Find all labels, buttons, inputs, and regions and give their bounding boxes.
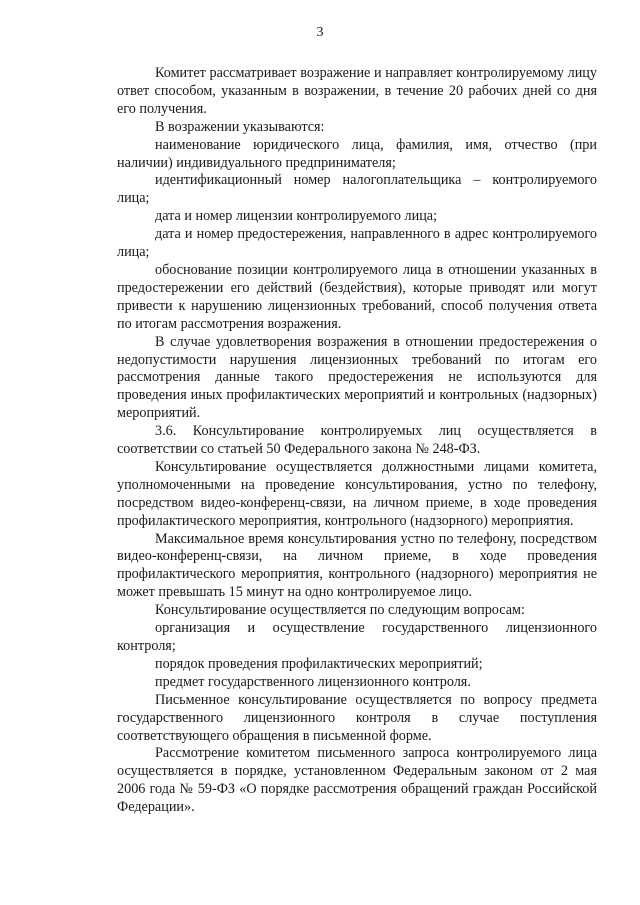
list-item-topic-organization: организация и осуществление государственного лицензионного контроля; bbox=[117, 620, 597, 654]
paragraph-objection-review: Комитет рассматривает возражение и направляет контролируемому лицу ответ способом, указанным в возражении, в течение 20 рабочих дней со дня его получения. bbox=[117, 65, 597, 117]
paragraph-consulting-by-officials: Консультирование осуществляется должностными лицами комитета, уполномоченными на проведение консультирования, устно по телефону, посредством видео-конференц-связи, на личном приеме, в ходе проведения профилактического мероприятия, контрольного (надзорного) мероприятия. bbox=[117, 458, 597, 529]
paragraph-written-request-review: Рассмотрение комитетом письменного запроса контролируемого лица осуществляется в порядке, установленном Федеральным законом от 2 мая 2006 года № 59-ФЗ «О порядке рассмотрения обращений граждан Российской Федерации». bbox=[117, 745, 597, 816]
paragraph-consulting-topics-intro: Консультирование осуществляется по следующим вопросам: bbox=[155, 602, 525, 619]
list-item-warning: дата и номер предостережения, направленного в адрес контролируемого лица; bbox=[117, 226, 597, 261]
list-item-license: дата и номер лицензии контролируемого лица; bbox=[155, 208, 438, 225]
page-number: 3 bbox=[316, 25, 324, 40]
list-item-name: наименование юридического лица, фамилия, имя, отчество (при наличии) индивидуального предпринимателя; bbox=[117, 136, 597, 171]
list-item-justification: обоснование позиции контролируемого лица в отношении указанных в предостережении его действий (бездействия), которые приводят или могут привести к нарушению лицензионных требований, способ получения ответа по итогам рассмотрения возражения. bbox=[117, 261, 597, 332]
document-body bbox=[117, 65, 597, 817]
paragraph-written-consulting: Письменное консультирование осуществляется по вопросу предмета государственного лицензионного контроля в случае поступления соответствующего обращения в письменной форме. bbox=[117, 691, 597, 744]
paragraph-consulting-max-time: Максимальное время консультирования устно по телефону, посредством видео-конференц-связи, на личном приеме, в ходе проведения профилактического мероприятия, контрольного (надзорного) мероприятия не может превышать 15 минут на одно контролируемое лицо. bbox=[117, 530, 597, 601]
section-3-6-heading: 3.6. Консультирование контролируемых лиц осуществляется в соответствии со статьей 50 Федерального закона № 248-ФЗ. bbox=[117, 423, 597, 458]
list-item-inn: идентификационный номер налогоплательщика – контролируемого лица; bbox=[117, 172, 597, 207]
list-item-topic-subject: предмет государственного лицензионного контроля. bbox=[155, 673, 471, 690]
paragraph-objection-satisfied: В случае удовлетворения возражения в отношении предостережения о недопустимости нарушения лицензионных требований по итогам его рассмотрения данные такого предостережения не используются для проведения иных профилактических мероприятий и контрольных (надзорных) мероприятий. bbox=[117, 333, 597, 422]
paragraph-objection-contents-intro: В возражении указываются: bbox=[155, 118, 325, 135]
list-item-topic-procedure: порядок проведения профилактических мероприятий; bbox=[155, 655, 483, 672]
